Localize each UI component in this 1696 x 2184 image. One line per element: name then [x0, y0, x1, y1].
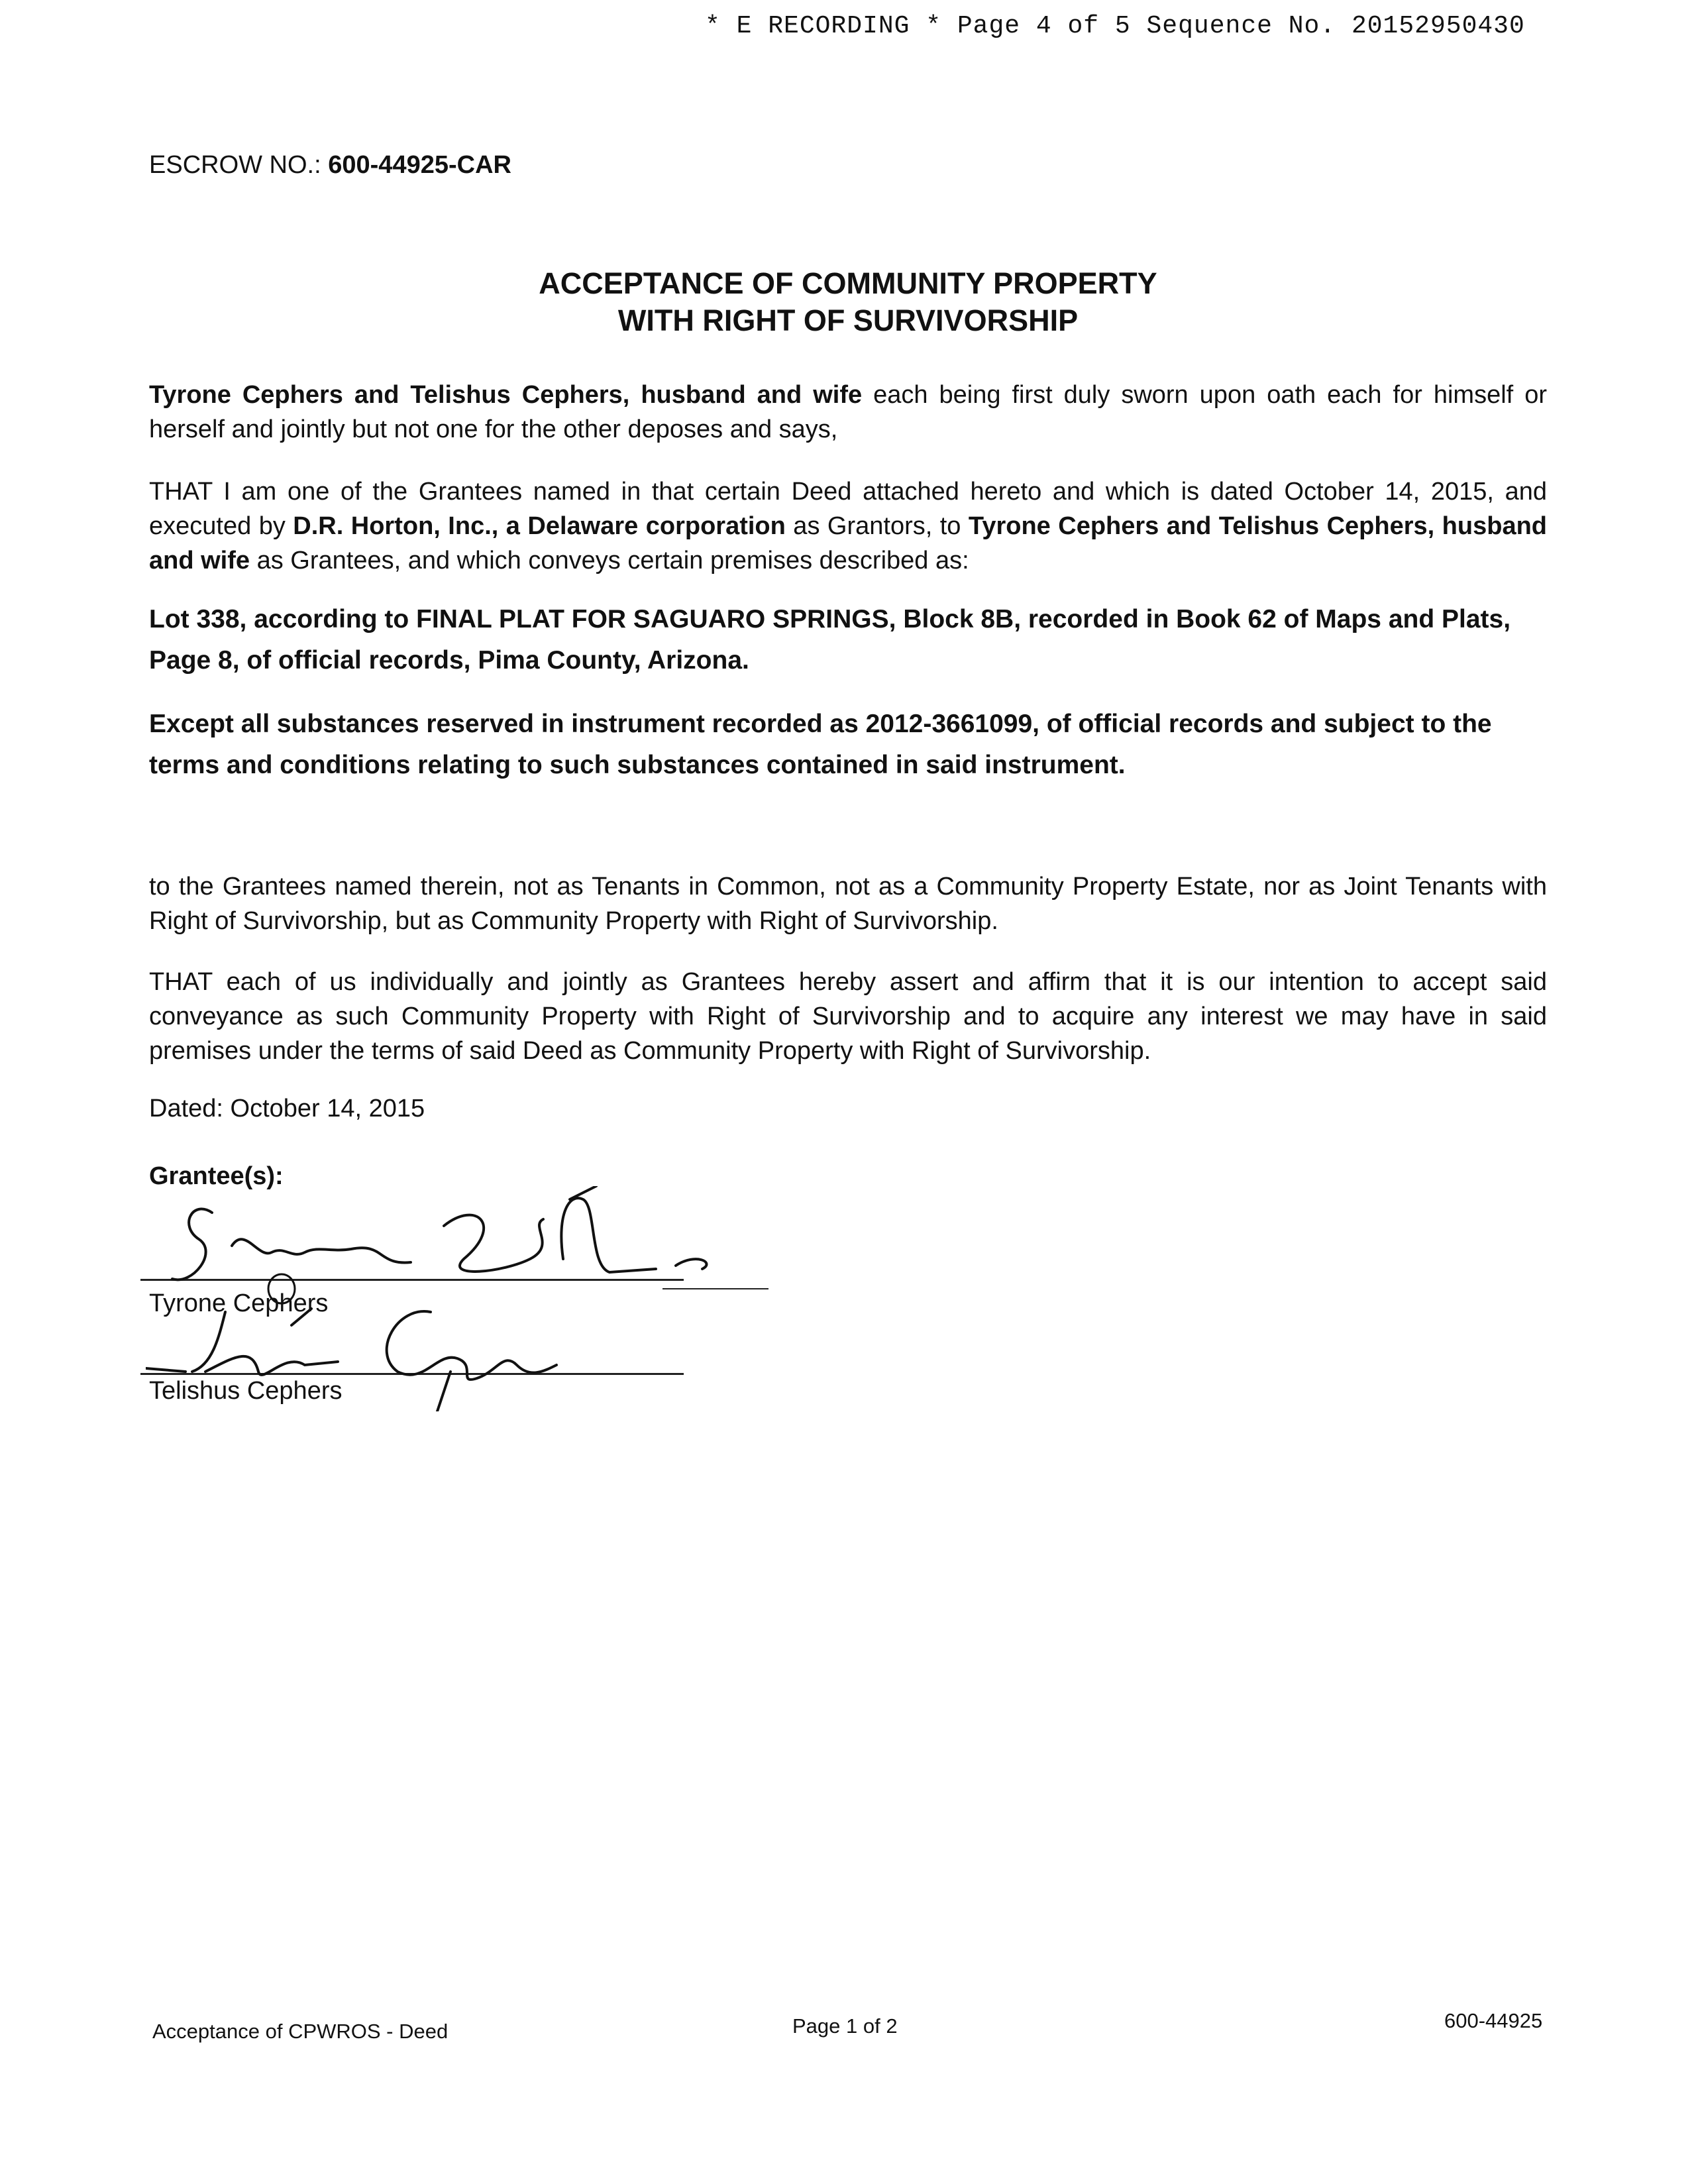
grantor-name: D.R. Horton, Inc., a Delaware corporation: [293, 512, 786, 540]
grantees-label: Grantee(s):: [149, 1162, 284, 1190]
grant-text-3: as Grantees, and which conveys certain premises described as:: [250, 547, 969, 574]
affiant-text: each being first duly sworn upon oath each for himself or herself and jointly but not one for the other deposes and says,: [149, 381, 1547, 443]
grant-paragraph: [149, 474, 1547, 578]
tenancy-paragraph: to the Grantees named therein, not as Tenants in Common, not as a Community Property Estate, nor as Joint Tenants with Right of Survivorship, but as Community Property with Right of Survivorship.: [149, 873, 1547, 935]
grantee-names: Tyrone Cephers and Telishus Cephers, husband and wife: [149, 512, 1547, 574]
legal-description: Lot 338, according to FINAL PLAT FOR SAGUARO SPRINGS, Block 8B, recorded in Book 62 of Maps and Plats, Page 8, of official records, Pima County, Arizona.: [149, 605, 1511, 675]
escrow-number: [149, 151, 511, 180]
affiant-paragraph: [149, 378, 1547, 447]
title-line-1: ACCEPTANCE OF COMMUNITY PROPERTY: [539, 266, 1157, 300]
affiant-names: Tyrone Cephers and Telishus Cephers, husband and wife: [149, 381, 863, 409]
footer-file-number: 600-44925: [1444, 2009, 1543, 2032]
recording-header: * E RECORDING * Page 4 of 5 Sequence No. 20152950430: [705, 12, 1525, 40]
signer-name-1: Tyrone Cephers: [149, 1289, 329, 1317]
grant-text-2: as Grantors, to: [785, 512, 969, 540]
escrow-value: 600-44925-CAR: [328, 151, 511, 179]
title-line-2: WITH RIGHT OF SURVIVORSHIP: [617, 303, 1079, 337]
escrow-label: ESCROW NO.:: [149, 151, 321, 179]
signer-name-2: Telishus Cephers: [149, 1377, 343, 1405]
signature-telishus: [146, 1299, 610, 1411]
dated-line: Dated: October 14, 2015: [149, 1095, 425, 1122]
signature-tyrone: [132, 1186, 782, 1305]
grant-text-1: THAT I am one of the Grantees named in that certain Deed attached hereto and which is dated October 14, 2015, and executed by: [149, 478, 1547, 540]
affirmation-paragraph: THAT each of us individually and jointly as Grantees hereby assert and affirm that it is our intention to accept said conveyance as such Community Property with Right of Survivorship and to acquire any interest we may have in said premises under the terms of said Deed as Community Property with Right of Survivorship.: [149, 968, 1547, 1065]
document-title: [0, 265, 1696, 339]
substances-exception: Except all substances reserved in instrument recorded as 2012-3661099, of official records and subject to the terms and conditions relating to such substances contained in said instrument.: [149, 710, 1492, 779]
footer-document-name: Acceptance of CPWROS - Deed: [152, 2020, 449, 2043]
footer-page-number: Page 1 of 2: [792, 2014, 898, 2038]
